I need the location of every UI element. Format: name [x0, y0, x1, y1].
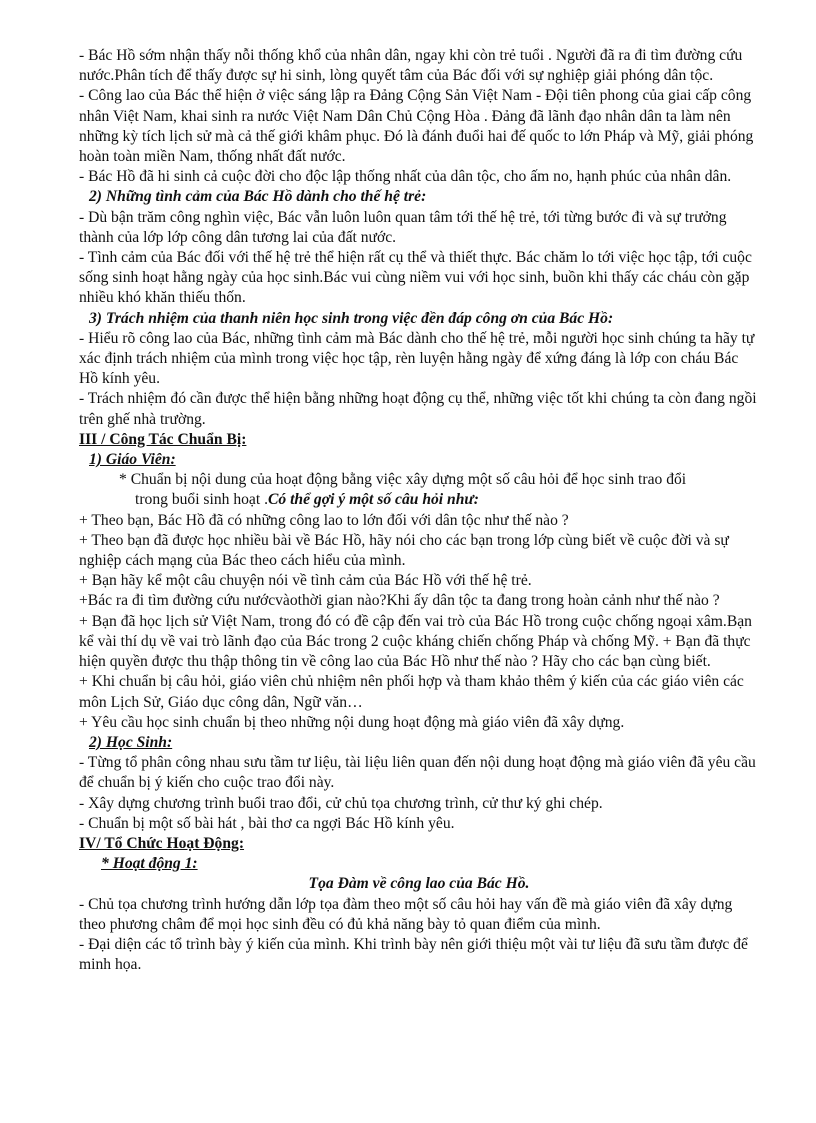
subsection-heading: 1) Giáo Viên:	[89, 451, 176, 469]
activity-heading: * Hoạt động 1:	[101, 855, 198, 873]
inline-emphasis: Có thể gợi ý một số câu hỏi như:	[267, 491, 479, 509]
paragraph: * Chuẩn bị nội dung của hoạt động bằng việc xây dựng một số câu hỏi để học sinh trao đổi	[119, 471, 687, 489]
list-item: - Chuẩn bị một số bài hát , bài thơ ca ngợi Bác Hồ kính yêu.	[79, 814, 455, 832]
list-item: - Chủ tọa chương trình hướng dẫn lớp tọa đàm theo một số câu hỏi hay vấn đề mà giáo viên đã xây dựng theo phương châm để mọi học sinh đều có đủ khả năng bày tỏ quan điểm của mình.	[79, 895, 733, 933]
paragraph	[79, 490, 759, 510]
section-heading: 3) Trách nhiệm của thanh niên học sinh trong việc đền đáp công ơn của Bác Hồ:	[89, 309, 614, 327]
document-page	[79, 46, 759, 975]
list-item: + Bạn đã học lịch sử Việt Nam, trong đó có đề cập đến vai trò của Bác Hồ trong cuộc chống ngoại xâm.Bạn kể vài thí dụ về vai trò lãnh đạo của Bác trong 2 cuộc kháng chiến chống Pháp và chống Mỹ. + Bạn đã thực hiện quyền được thu thập thông tin về công lao của Bác Hồ như thế nào ? Hãy cho các bạn cùng biết.	[79, 612, 752, 671]
list-item: + Theo bạn, Bác Hồ đã có những công lao to lớn đối với dân tộc như thế nào ?	[79, 511, 569, 529]
paragraph: - Công lao của Bác thể hiện ở việc sáng lập ra Đảng Cộng Sản Việt Nam - Đội tiên phong của giai cấp công nhân Việt Nam, khai sinh ra nước Việt Nam Dân Chủ Cộng Hòa . Đảng đã lãnh đạo nhân dân ta làm nên những kỳ tích lịch sử mà cả thế giới khâm phục. Đó là đánh đuổi hai đế quốc to lớn Pháp và Mỹ, giải phóng hoàn toàn miền Nam, thống nhất đất nước.	[79, 87, 754, 166]
paragraph: - Hiểu rõ công lao của Bác, những tình cảm mà Bác dành cho thế hệ trẻ, mỗi người học sinh chúng ta hãy tự xác định trách nhiệm của mình trong việc học tập, rèn luyện hằng ngày để xứng đáng là lớp con cháu Bác Hồ kính yêu.	[79, 329, 755, 388]
section-heading: 2) Những tình cảm của Bác Hồ dành cho thế hệ trẻ:	[89, 188, 427, 206]
subsection-heading: 2) Học Sinh:	[89, 733, 173, 751]
paragraph: - Bác Hồ đã hi sinh cả cuộc đời cho độc lập thống nhất của dân tộc, cho ấm no, hạnh phúc của nhân dân.	[79, 168, 732, 186]
list-item: + Bạn hãy kể một câu chuyện nói về tình cảm của Bác Hồ với thế hệ trẻ.	[79, 572, 532, 590]
list-item: - Đại diện các tổ trình bày ý kiến của mình. Khi trình bày nên giới thiệu một vài tư liệu đã sưu tầm được để minh họa.	[79, 935, 748, 974]
list-item: - Từng tổ phân công nhau sưu tầm tư liệu, tài liệu liên quan đến nội dung hoạt động mà giáo viên đã yêu cầu để chuẩn bị ý kiến cho cuộc trao đổi này.	[79, 754, 756, 792]
part-heading: IV/ Tổ Chức Hoạt Động:	[79, 834, 245, 852]
paragraph: - Dù bận trăm công nghìn việc, Bác vẫn luôn luôn quan tâm tới thế hệ trẻ, tới từng bước đi và sự trưởng thành của lớp lớp công dân tương lai của đất nước.	[79, 208, 727, 246]
list-item: +Bác ra đi tìm đường cứu nướcvàothời gian nào?Khi ấy dân tộc ta đang trong hoàn cảnh như thế nào ?	[79, 592, 720, 610]
list-item: + Theo bạn đã được học nhiều bài về Bác Hồ, hãy nói cho các bạn trong lớp cùng biết về cuộc đời và sự nghiệp cách mạng của Bác theo cách hiểu của mình.	[79, 531, 729, 570]
list-item: + Khi chuẩn bị câu hỏi, giáo viên chủ nhiệm nên phối hợp và tham khảo thêm ý kiến của các giáo viên các môn Lịch Sử, Giáo dục công dân, Ngữ văn…	[79, 673, 744, 711]
paragraph: - Trách nhiệm đó cần được thể hiện bằng những hoạt động cụ thể, những việc tốt khi chúng ta còn đang ngồi trên ghế nhà trường.	[79, 390, 757, 428]
paragraph: - Bác Hồ sớm nhận thấy nỗi thống khổ của nhân dân, ngay khi còn trẻ tuổi . Người đã ra đi tìm đường cứu nước.Phân tích để thấy được sự hi sinh, lòng quyết tâm của Bác đối với sự nghiệp giải phóng dân tộc.	[79, 47, 743, 85]
activity-title: Tọa Đàm về công lao của Bác Hồ.	[308, 875, 530, 893]
list-item: + Yêu cầu học sinh chuẩn bị theo những nội dung hoạt động mà giáo viên đã xây dựng.	[79, 713, 625, 731]
list-item: - Xây dựng chương trình buổi trao đổi, cử chủ tọa chương trình, cử thư ký ghi chép.	[79, 794, 603, 812]
inline-text: trong buổi sinh hoạt .	[135, 491, 268, 509]
part-heading: III / Công Tác Chuẩn Bị:	[79, 430, 247, 448]
paragraph: - Tình cảm của Bác đối với thế hệ trẻ thể hiện rất cụ thể và thiết thực. Bác chăm lo tới việc học tập, tới cuộc sống sinh hoạt hằng ngày của học sinh.Bác vui cùng niềm vui với học sinh, buồn khi thấy các cháu còn gặp nhiều khó khăn thiếu thốn.	[79, 249, 752, 307]
